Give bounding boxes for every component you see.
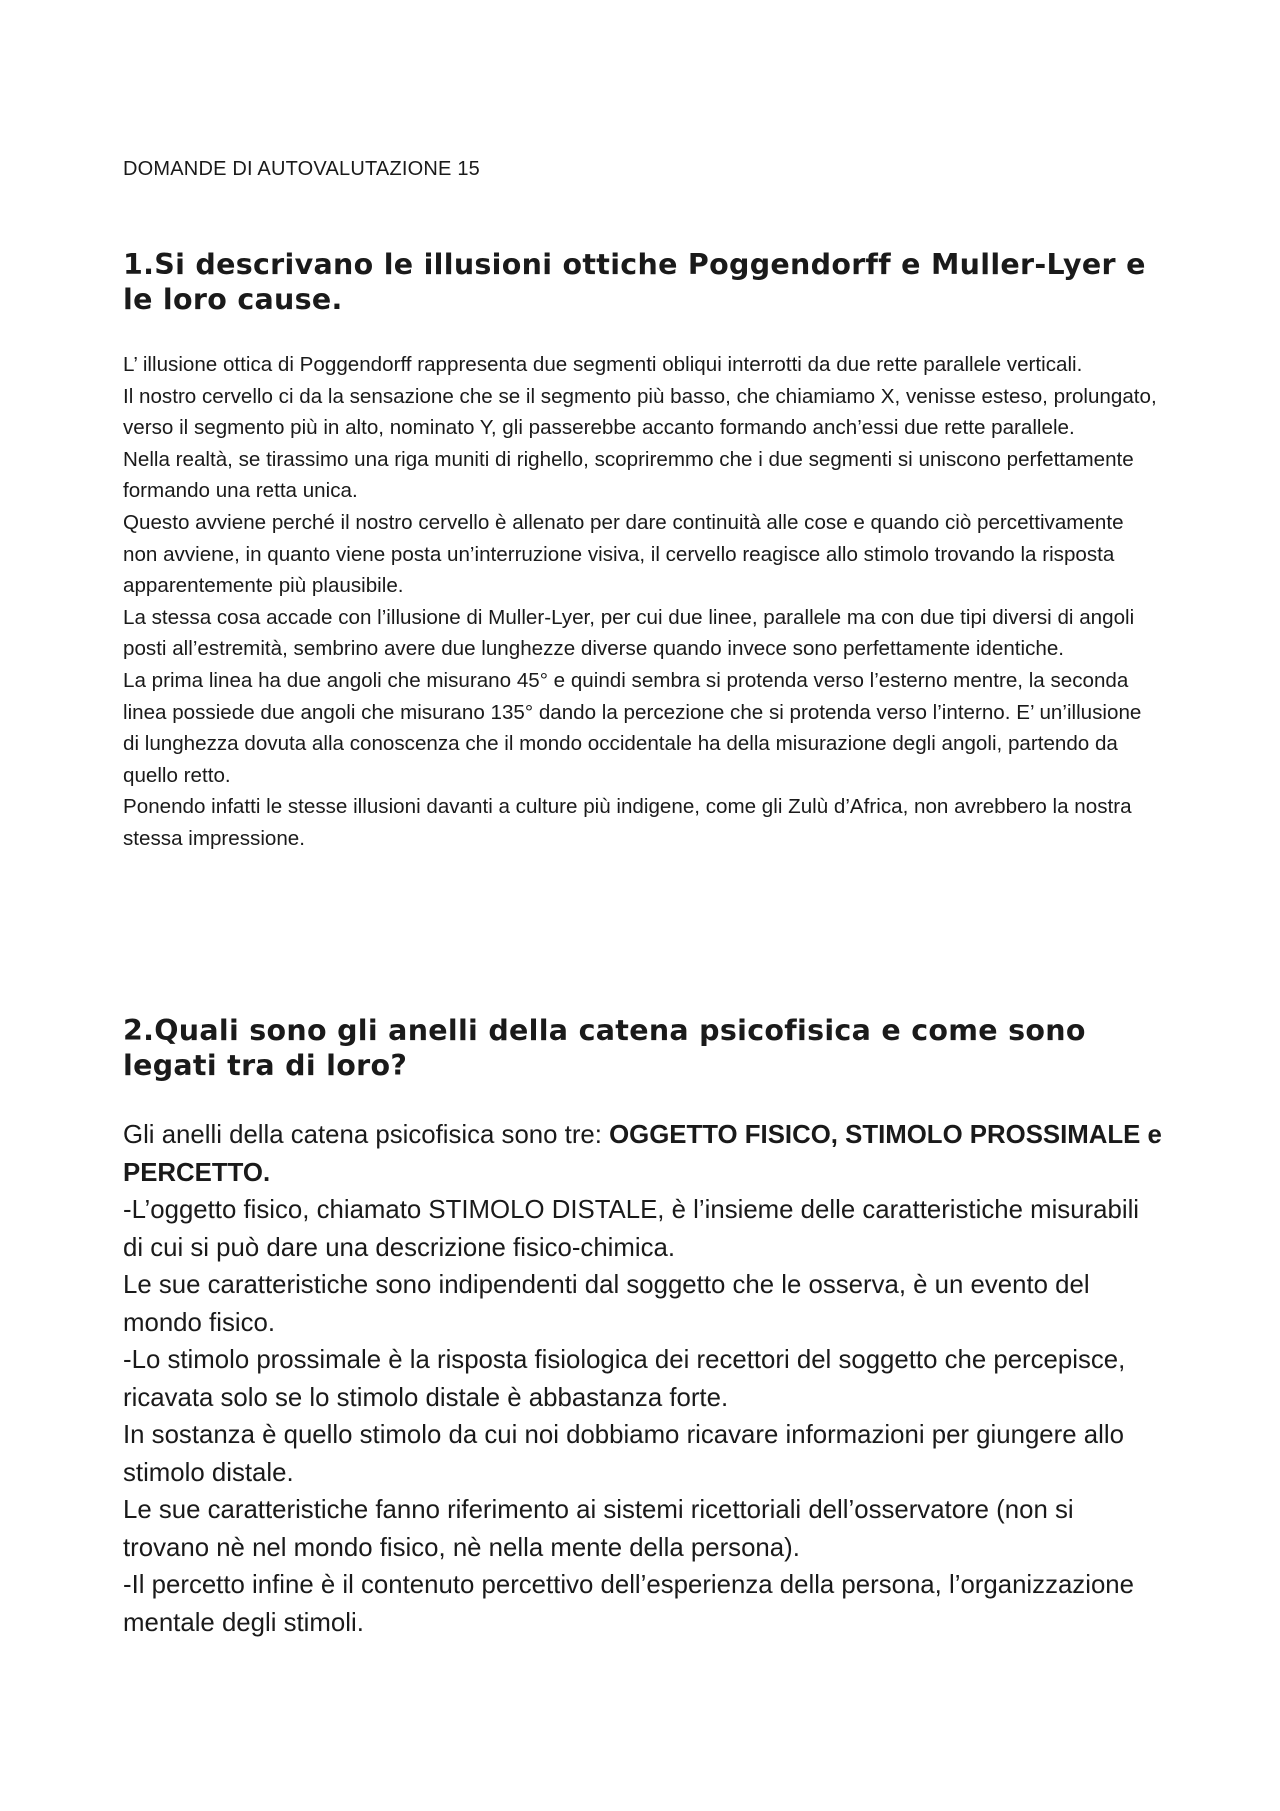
answer-paragraph: La stessa cosa accade con l’illusione di Muller-Lyer, per cui due linee, parallele ma con due tipi diversi di angoli posti all’estremità, sembrino avere due lunghezze diverse quando invece sono perfettamente identiche. [123,605,1135,661]
answer-paragraph: -L’oggetto fisico, chiamato STIMOLO DISTALE, è l’insieme delle caratteristiche misurabili di cui si può dare una descrizione fisico-chimica. [123,1196,1140,1262]
question-1-heading: 1.Si descrivano le illusioni ottiche Poggendorff e Muller-Lyer e le loro cause. [123,248,1146,316]
answer-paragraph: Nella realtà, se tirassimo una riga muniti di righello, scopriremmo che i due segmenti si uniscono perfettamente formando una retta unica. [123,447,1134,503]
answer-intro-emphasis: OGGETTO FISICO, STIMOLO PROSSIMALE e PERCETTO. [123,1121,1162,1187]
answer-paragraph: La prima linea ha due angoli che misurano 45° e quindi sembra si protenda verso l’esterno mentre, la seconda linea possiede due angoli che misurano 135° dando la percezione che si protenda verso l’interno. E’ un’illusione di lunghezza dovuta alla conoscenza che il mondo occidentale ha della misurazione degli angoli, partendo da quello retto. [123,668,1142,787]
answer-paragraph: In sostanza è quello stimolo da cui noi dobbiamo ricavare informazioni per giungere allo stimolo distale. [123,1421,1124,1487]
answer-intro [123,1117,1163,1192]
answer-paragraph: -Lo stimolo prossimale è la risposta fisiologica dei recettori del soggetto che percepisce, ricavata solo se lo stimolo distale è abbastanza forte. [123,1346,1126,1412]
answer-paragraph: Le sue caratteristiche sono indipendenti dal soggetto che le osserva, è un evento del mondo fisico. [123,1271,1090,1337]
answer-paragraph: Il nostro cervello ci da la sensazione che se il segmento più basso, che chiamiamo X, venisse esteso, prolungato, verso il segmento più in alto, nominato Y, gli passerebbe accanto formando anch’essi due rette parallele. [123,384,1157,440]
answer-intro-text: Gli anelli della catena psicofisica sono tre: [123,1121,610,1149]
answer-paragraph: Ponendo infatti le stesse illusioni davanti a culture più indigene, come gli Zulù d’Africa, non avrebbero la nostra stessa impressione. [123,795,1132,850]
answer-paragraph: Questo avviene perché il nostro cervello è allenato per dare continuità alle cose e quando ciò percettivamente non avviene, in quanto viene posta un’interruzione visiva, il cervello reagisce allo stimolo trovando la risposta apparentemente più plausibile. [123,510,1124,598]
answer-paragraph: -Il percetto infine è il contenuto percettivo dell’esperienza della persona, l’organizzazione mentale degli stimoli. [123,1571,1134,1637]
answer-paragraph: L’ illusione ottica di Poggendorff rappresenta due segmenti obliqui interrotti da due rette parallele verticali. [123,353,1083,376]
question-2-answer [123,1117,1163,1642]
answer-paragraph: Le sue caratteristiche fanno riferimento ai sistemi ricettoriali dell’osservatore (non si trovano nè nel mondo fisico, nè nella mente della persona). [123,1496,1074,1562]
document-title: DOMANDE DI AUTOVALUTAZIONE 15 [123,158,480,180]
question-1-answer [123,349,1163,855]
question-2-heading: 2.Quali sono gli anelli della catena psicofisica e come sono legati tra di loro? [123,1014,1086,1082]
